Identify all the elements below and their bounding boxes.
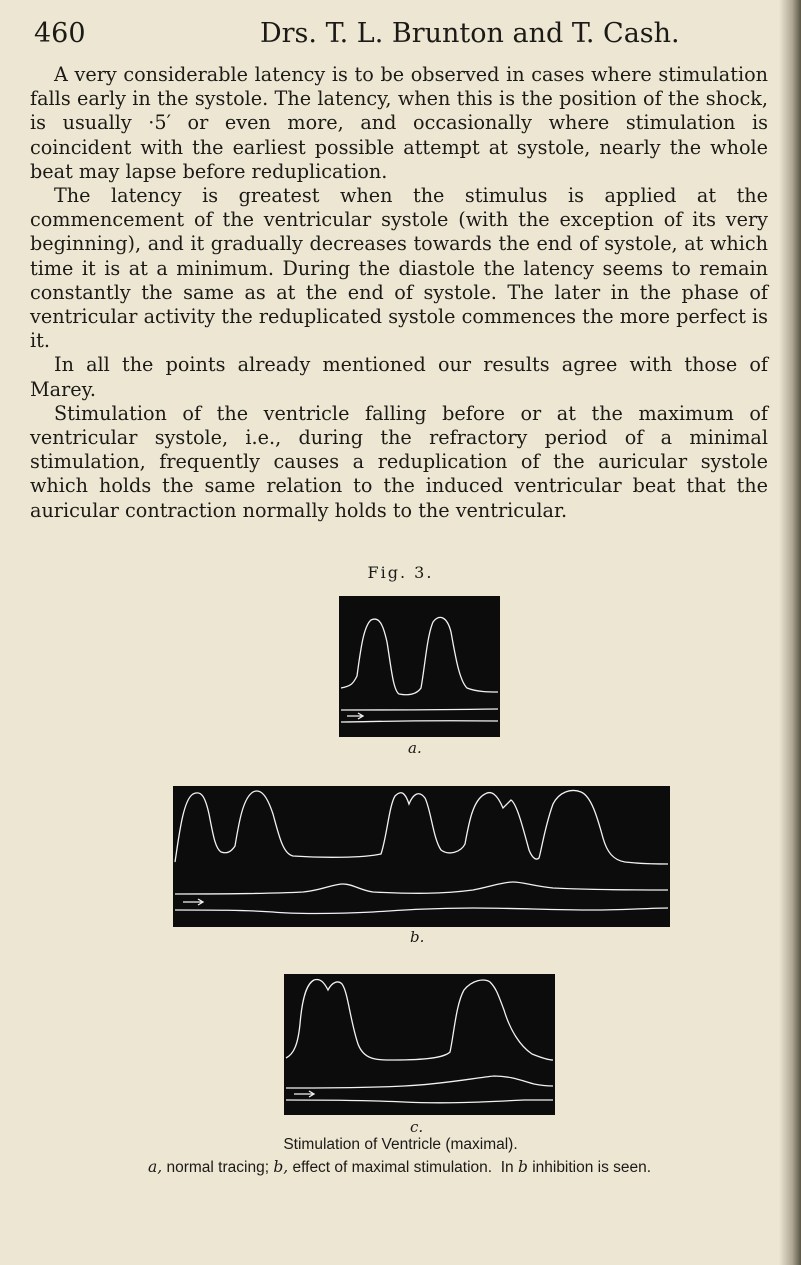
tracing-a-svg [339,596,500,737]
tracing-a-ventricular-curve [341,617,498,694]
tracing-c-auricular-line [286,1076,553,1088]
legend-text-a: normal tracing; [166,1159,269,1176]
legend-in: In [500,1159,514,1176]
tracing-c-time-line [286,1100,553,1103]
tracing-a-arrow [347,713,363,719]
legend-key-a: a, [148,1158,163,1176]
tracing-b-time-line [175,908,668,914]
paragraph-latency: A very considerable latency is to be observed in cases where stimulation falls early in the systole. The latency, when this is the position of the shock, is usually ·5′ or even more, and occasionally where stimulation is coincident with the earliest possible attempt at systole, nearly the whole beat may lapse before reduplication. [30,63,768,183]
tracing-panel-b [173,786,670,927]
figure-legend-description [148,1158,788,1177]
panel-label-c: c. [410,1118,424,1136]
tracing-b-arrow [183,899,203,905]
paragraph-stimulation: Stimulation of the ventricle falling before or at the maximum of ventricular systole, i.e., during the refractory period of a minimal stimulation, frequently causes a reduplication of the auricular systole which holds the same relation to the induced ventricular beat that the auricular contraction normally holds to the ventricular. [30,401,768,522]
tracing-b-svg [173,786,670,927]
figure-legend-title: Stimulation of Ventricle (maximal). [283,1136,518,1153]
tracing-b-ventricular-curve [175,791,668,865]
page-edge-shadow [779,0,801,1265]
legend-key-b: b, [273,1158,289,1176]
legend-end: inhibition is seen. [532,1159,652,1176]
tracing-c-arrow [294,1091,314,1097]
tracing-a-baseline-lower [341,721,498,722]
panel-label-b: b. [410,928,425,946]
tracing-panel-a [339,596,500,737]
page-header [34,14,774,54]
page-number: 460 [34,18,86,49]
legend-key-b2: b [517,1158,528,1176]
legend-text-b: effect of maximal stimulation. [292,1159,493,1176]
paragraph-marey: In all the points already mentioned our results agree with those of Marey. [30,353,768,401]
running-title: Drs. T. L. Brunton and T. Cash. [260,18,680,49]
tracing-a-baseline [341,709,498,710]
tracing-panel-c [284,974,555,1115]
tracing-c-ventricular-curve [286,979,553,1060]
tracing-c-svg [284,974,555,1115]
tracing-b-auricular-line [175,882,668,894]
body-text [30,63,768,523]
figure-caption: Fig. 3. [367,563,434,582]
paragraph-latency-greatest: The latency is greatest when the stimulus is applied at the commencement of the ventricular systole (with the exception of its very beginning), and it gradually decreases towards the end of systole, at which time it is at a minimum. During the diastole the latency seems to remain constantly the same as at the end of systole. The later in the phase of ventricular activity the reduplicated systole commences the more perfect is it. [30,184,768,353]
panel-label-a: a. [408,739,422,757]
